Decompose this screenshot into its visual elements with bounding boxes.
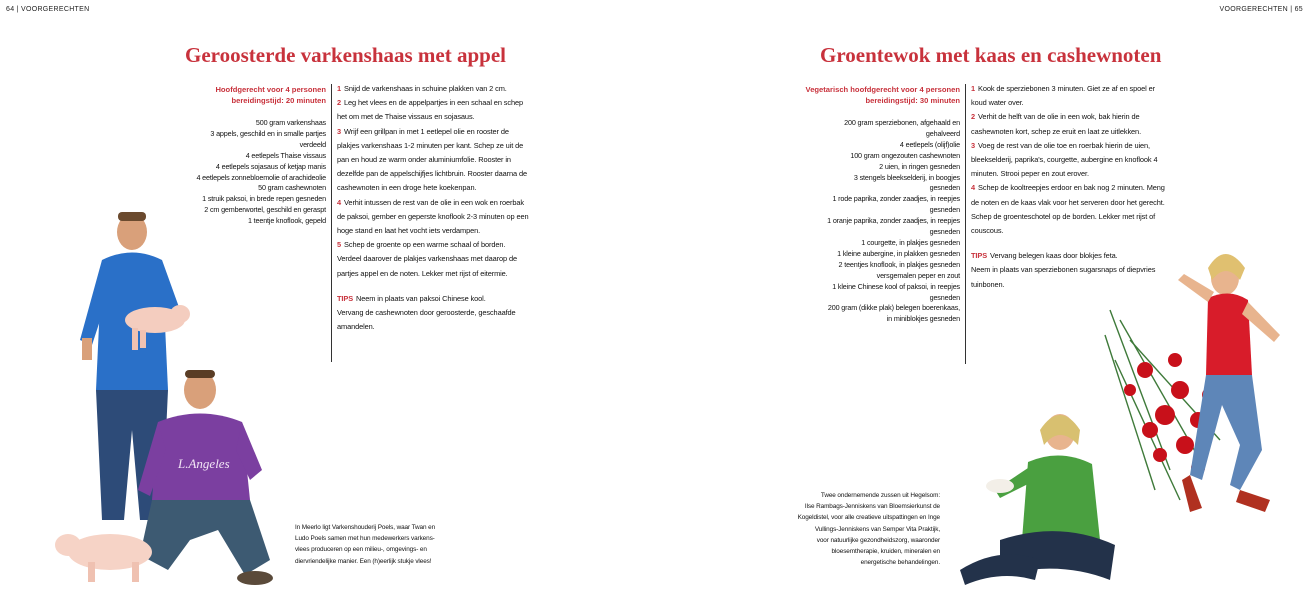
right-photo-caption xyxy=(770,490,940,568)
ingredient-line: 1 teentje knoflook, gepeld xyxy=(247,216,326,226)
ingredient-line: versgemalen peper en zout xyxy=(876,270,960,280)
caption-line: Twee ondernemende zussen uit Hegelsom: xyxy=(820,492,940,499)
ingredient-line: gesneden xyxy=(929,205,960,215)
caption-line: vlees produceren op een milieu-, omgevings- en xyxy=(295,546,427,554)
tips: TIPS Vervang belegen kaas door blokjes feta. Neem in plaats van sperziebonen sugarsnaps of diepvries tuinbonen. xyxy=(971,251,1156,289)
ingredient-line: 1 oranje paprika, zonder zaadjes, in reepjes xyxy=(827,216,960,226)
step: 2 Verhit de helft van de olie in een wok, bak hierin de cashewnoten kort, schep ze eruit en laat ze uitlekken. xyxy=(971,112,1142,136)
ingredient-line: 4 eetlepels (olijf)olie xyxy=(899,139,960,149)
ingredient-line: 2 cm gemberwortel, geschild en geraspt xyxy=(204,205,326,215)
left-subtitle-line: bereidingstijd: 20 minuten xyxy=(231,96,326,105)
caption-line: bloesemtherapie, kruiden, mineralen en xyxy=(831,548,940,556)
ingredient-line: 200 gram (dikke plak) belegen boerenkaas, xyxy=(827,303,960,313)
sisters-photo xyxy=(940,240,1309,590)
step: 3 Voeg de rest van de olie toe en roerbak hierin de uien, bleekselderij, paprika's, courgette, aubergine en knoflook 4 minuten. Strooi peper en zout erover. xyxy=(971,140,1158,179)
step: 1 Snijd de varkenshaas in schuine plakken van 2 cm. xyxy=(337,84,507,93)
left-page-number: 64 | VOORGERECHTEN xyxy=(6,6,90,13)
ingredient-line: 1 kleine aubergine, in plakken gesneden xyxy=(837,248,960,258)
ingredient-line: in miniblokjes gesneden xyxy=(886,314,960,324)
caption-line: In Meerlo ligt Varkenshouderij Poels, waar Twan en xyxy=(295,524,436,531)
left-subtitle-line: Hoofdgerecht voor 4 personen xyxy=(215,85,326,94)
ingredient-line: 1 rode paprika, zonder zaadjes, in reepjes xyxy=(832,194,960,204)
caption-line: Vullings-Jenniskens van Semper Vita Praktijk, xyxy=(814,525,940,533)
caption-line: diervriendelijke manier. Een (h)eerlijk stukje vlees! xyxy=(295,557,432,565)
farmers-photo xyxy=(40,200,300,590)
step: 4 Verhit intussen de rest van de olie in een wok en roerbak de paksoi, gember en geperste knoflook 2-3 minuten op een hoge stand en laat het vocht iets verdampen. xyxy=(337,197,529,236)
right-subtitle xyxy=(780,84,960,106)
right-page-number: VOORGERECHTEN | 65 xyxy=(1219,6,1303,13)
ingredient-line: 4 eetlepels sojasaus of ketjap manis xyxy=(215,161,326,171)
ingredient-line: 4 eetlepels zonnebloemolie of arachideolie xyxy=(196,172,326,182)
ingredient-line: 3 appels, geschild en in smalle partjes xyxy=(210,128,326,138)
ingredient-line: gesneden xyxy=(929,183,960,193)
ingredient-line: 100 gram ongezouten cashewnoten xyxy=(850,150,960,160)
right-subtitle-line: bereidingstijd: 30 minuten xyxy=(865,96,960,105)
ingredient-line: gehalveerd xyxy=(925,128,960,138)
step: 2 Leg het vlees en de appelpartjes in een schaal en schep het om met de Thaise vissaus en sojasaus. xyxy=(337,98,524,122)
left-recipe-title: Geroosterde varkenshaas met appel xyxy=(185,43,506,67)
ingredient-line: 500 gram varkenshaas xyxy=(255,118,326,127)
tips: TIPS Neem in plaats van paksoi Chinese kool. Vervang de cashewnoten door geroosterde, geschaafde amandelen. xyxy=(337,293,516,332)
left-photo-caption xyxy=(295,522,455,567)
right-recipe-title: Groentewok met kaas en cashewnoten xyxy=(820,43,1162,67)
caption-line: Ilse Rambags-Jenniskens van Bloemsierkunst de xyxy=(804,503,940,511)
step: 3 Wrijf een grillpan in met 1 eetlepel olie en rooster de plakjes varkenshaas 1-2 minuten per kant. Schep ze uit de pan en houd ze warm onder aluminiumfolie. Rooster in dezelfde pan de appelschijfjes lichtbruin. Rooster daarna de cashewnoten in een droge hete koekenpan. xyxy=(337,126,527,193)
left-steps xyxy=(337,82,529,334)
ingredient-line: 2 teentjes knoflook, in plakjes gesneden xyxy=(838,259,960,269)
step: 1 Kook de sperziebonen 3 minuten. Giet ze af en spoel er koud water over. xyxy=(971,84,1156,108)
left-subtitle xyxy=(150,84,326,106)
left-column-divider xyxy=(331,84,332,362)
right-ingredients xyxy=(770,118,960,325)
step: 5 Schep de groente op een warme schaal of borden. Verdeel daarover de plakjes varkenshaas met daarop de partjes appel en de noten. Lekker met rijst of eitermie. xyxy=(337,240,517,278)
ingredient-line: gesneden xyxy=(929,227,960,237)
ingredient-line: 4 eetlepels Thaise vissaus xyxy=(245,150,326,160)
ingredient-line: 50 gram cashewnoten xyxy=(258,183,326,193)
shirt-print: L.Angeles xyxy=(178,456,230,471)
caption-line: energetische behandelingen. xyxy=(860,559,940,567)
ingredient-line: 3 stengels bleekselderij, in boogjes xyxy=(853,172,960,182)
caption-line: Kogeldistel, voor alle creatieve uitspattingen en Inge xyxy=(797,514,940,522)
ingredient-line: verdeeld xyxy=(299,139,326,149)
ingredient-line: gesneden xyxy=(929,292,960,302)
ingredient-line: 2 uien, in ringen gesneden xyxy=(879,161,960,171)
step: 4 Schep de kooltreepjes erdoor en bak nog 2 minuten. Meng de noten en de kaas vlak voor het serveren door het gerecht. Schep de groenteschotel op de borden. Lekker met rijst of couscous. xyxy=(971,183,1165,236)
ingredient-line: 1 courgette, in plakjes gesneden xyxy=(861,237,960,247)
ingredient-line: 1 kleine Chinese kool of paksoi, in reepjes xyxy=(832,281,960,291)
right-subtitle-line: Vegetarisch hoofdgerecht voor 4 personen xyxy=(805,85,960,94)
caption-line: Ludo Poels samen met hun medewerkers varkens- xyxy=(295,535,435,543)
caption-line: voor natuurlijke gezondheidszorg, waaronder xyxy=(816,536,940,544)
ingredient-line: 1 struik paksoi, in brede repen gesneden xyxy=(202,194,326,204)
ingredient-line: 200 gram sperziebonen, afgehaald en xyxy=(844,118,960,127)
